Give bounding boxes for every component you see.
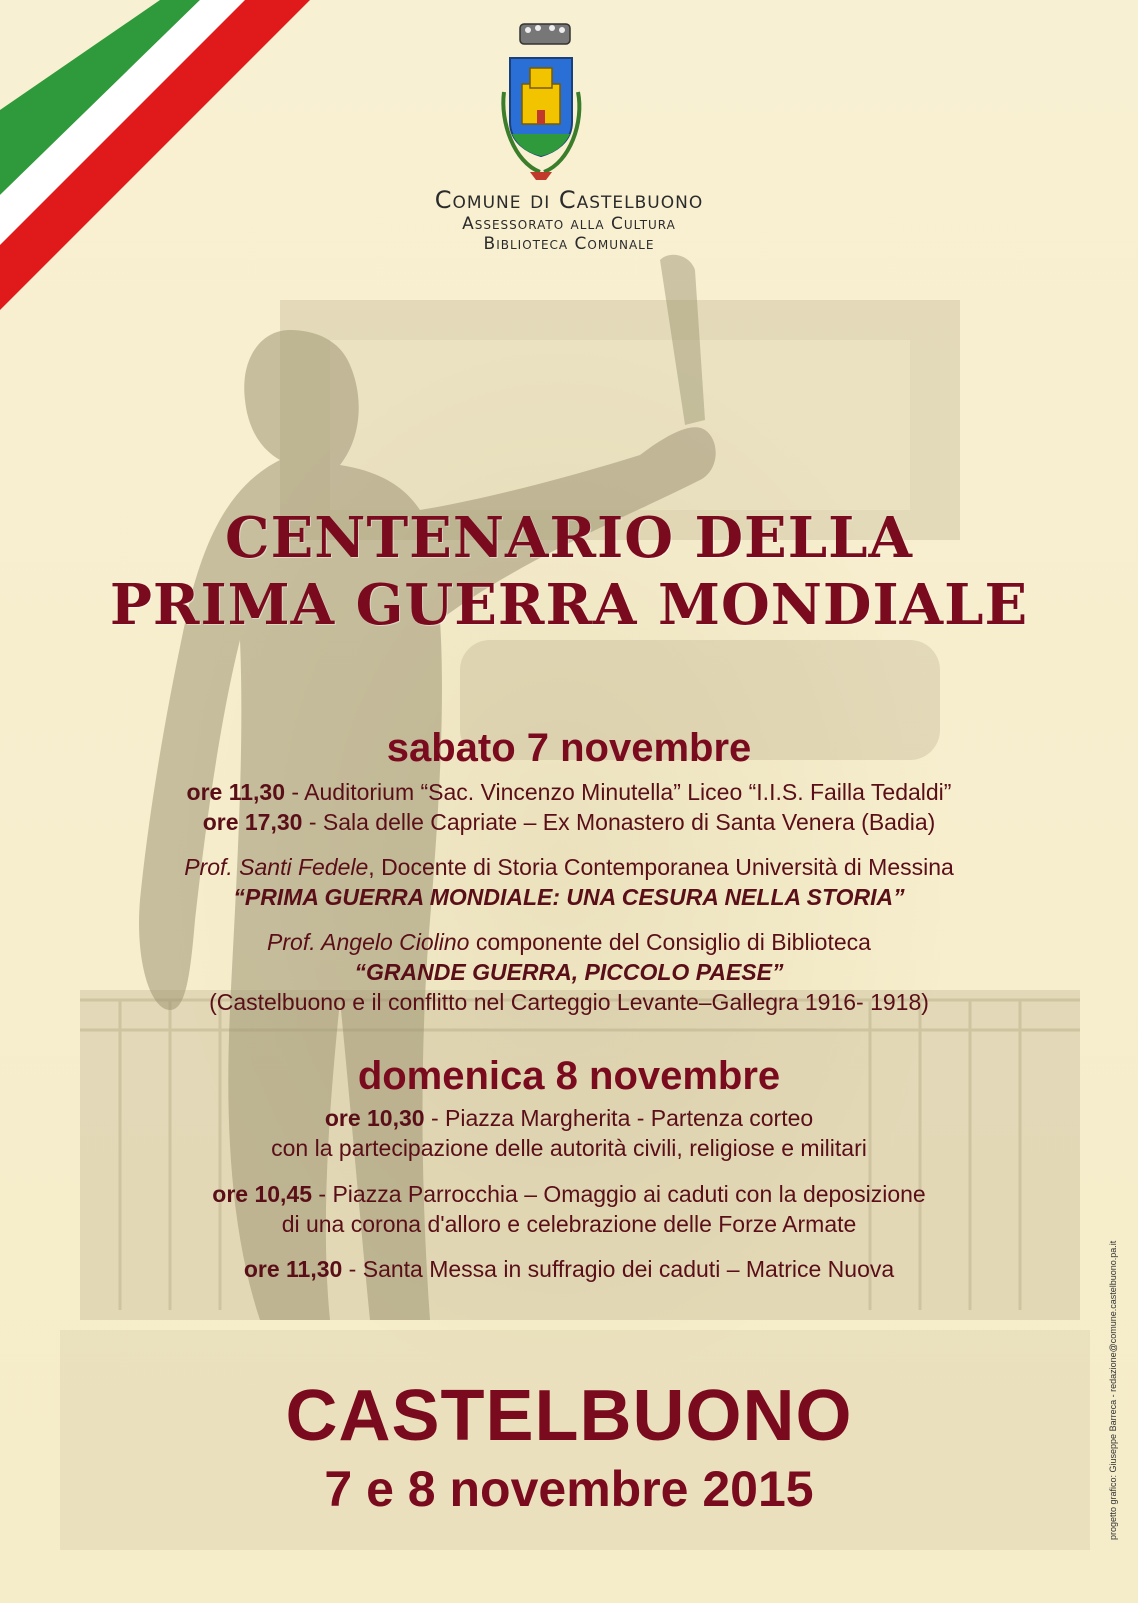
day2-event3-text: - Santa Messa in suffragio dei caduti – Matrice Nuova bbox=[342, 1256, 895, 1282]
day2-event1-time: ore 10,30 bbox=[324, 1105, 425, 1131]
day1-event2-text: - Sala delle Capriate – Ex Monastero di Santa Venera (Badia) bbox=[302, 809, 936, 835]
library-name: Biblioteca Comunale bbox=[483, 234, 655, 254]
title-line-1: CENTENARIO DELLA bbox=[225, 505, 913, 571]
speaker1 bbox=[0, 853, 1138, 881]
day2-event1-subtitle: con la partecipazione delle autorità civili, religiose e militari bbox=[271, 1135, 867, 1161]
city-name: CASTELBUONO bbox=[285, 1376, 853, 1456]
italian-flag-ribbon-icon bbox=[0, 0, 330, 330]
day2-event3 bbox=[0, 1255, 1138, 1283]
speaker1-talk: “PRIMA GUERRA MONDIALE: UNA CESURA NELLA STORIA” bbox=[233, 884, 905, 910]
speaker2-talk: “GRANDE GUERRA, PICCOLO PAESE” bbox=[354, 959, 784, 985]
speaker2-subtitle: (Castelbuono e il conflitto nel Carteggio Levante–Gallegra 1916- 1918) bbox=[209, 989, 929, 1015]
day1-event1-text: - Auditorium “Sac. Vincenzo Minutella” Liceo “I.I.S. Failla Tedaldi” bbox=[285, 779, 952, 805]
speaker2 bbox=[0, 928, 1138, 956]
day2-heading: domenica 8 novembre bbox=[357, 1054, 781, 1098]
event-dates: 7 e 8 novembre 2015 bbox=[324, 1461, 814, 1517]
day1-heading: sabato 7 novembre bbox=[386, 726, 752, 770]
day1-event2-time: ore 17,30 bbox=[202, 809, 303, 835]
speaker1-role: , Docente di Storia Contemporanea Università di Messina bbox=[368, 854, 954, 880]
day1-event2 bbox=[0, 808, 1138, 836]
day2-event2-time: ore 10,45 bbox=[212, 1181, 313, 1207]
cultural-office: Assessorato alla Cultura bbox=[462, 214, 676, 234]
day2-event2 bbox=[0, 1180, 1138, 1208]
day2-event2-text: - Piazza Parrocchia – Omaggio ai caduti con la deposizione bbox=[312, 1181, 926, 1207]
title-line-2: PRIMA GUERRA MONDIALE bbox=[109, 572, 1029, 638]
castelbuono-crest-icon bbox=[500, 22, 610, 182]
municipality-name: Comune di Castelbuono bbox=[434, 186, 704, 214]
day2-event1-text: - Piazza Margherita - Partenza corteo bbox=[424, 1105, 814, 1131]
day2-event1 bbox=[0, 1104, 1138, 1132]
design-credit: progetto grafico: Giuseppe Barreca - redazione@comune.castelbuono.pa.it bbox=[1108, 1240, 1118, 1540]
speaker1-name: Prof. Santi Fedele bbox=[184, 854, 369, 880]
day2-event3-time: ore 11,30 bbox=[243, 1256, 343, 1282]
day1-event1 bbox=[0, 778, 1138, 806]
day2-event2-subtitle: di una corona d'alloro e celebrazione delle Forze Armate bbox=[281, 1211, 857, 1237]
day1-event1-time: ore 11,30 bbox=[186, 779, 285, 805]
speaker2-role: componente del Consiglio di Biblioteca bbox=[469, 929, 871, 955]
speaker2-name: Prof. Angelo Ciolino bbox=[267, 929, 470, 955]
